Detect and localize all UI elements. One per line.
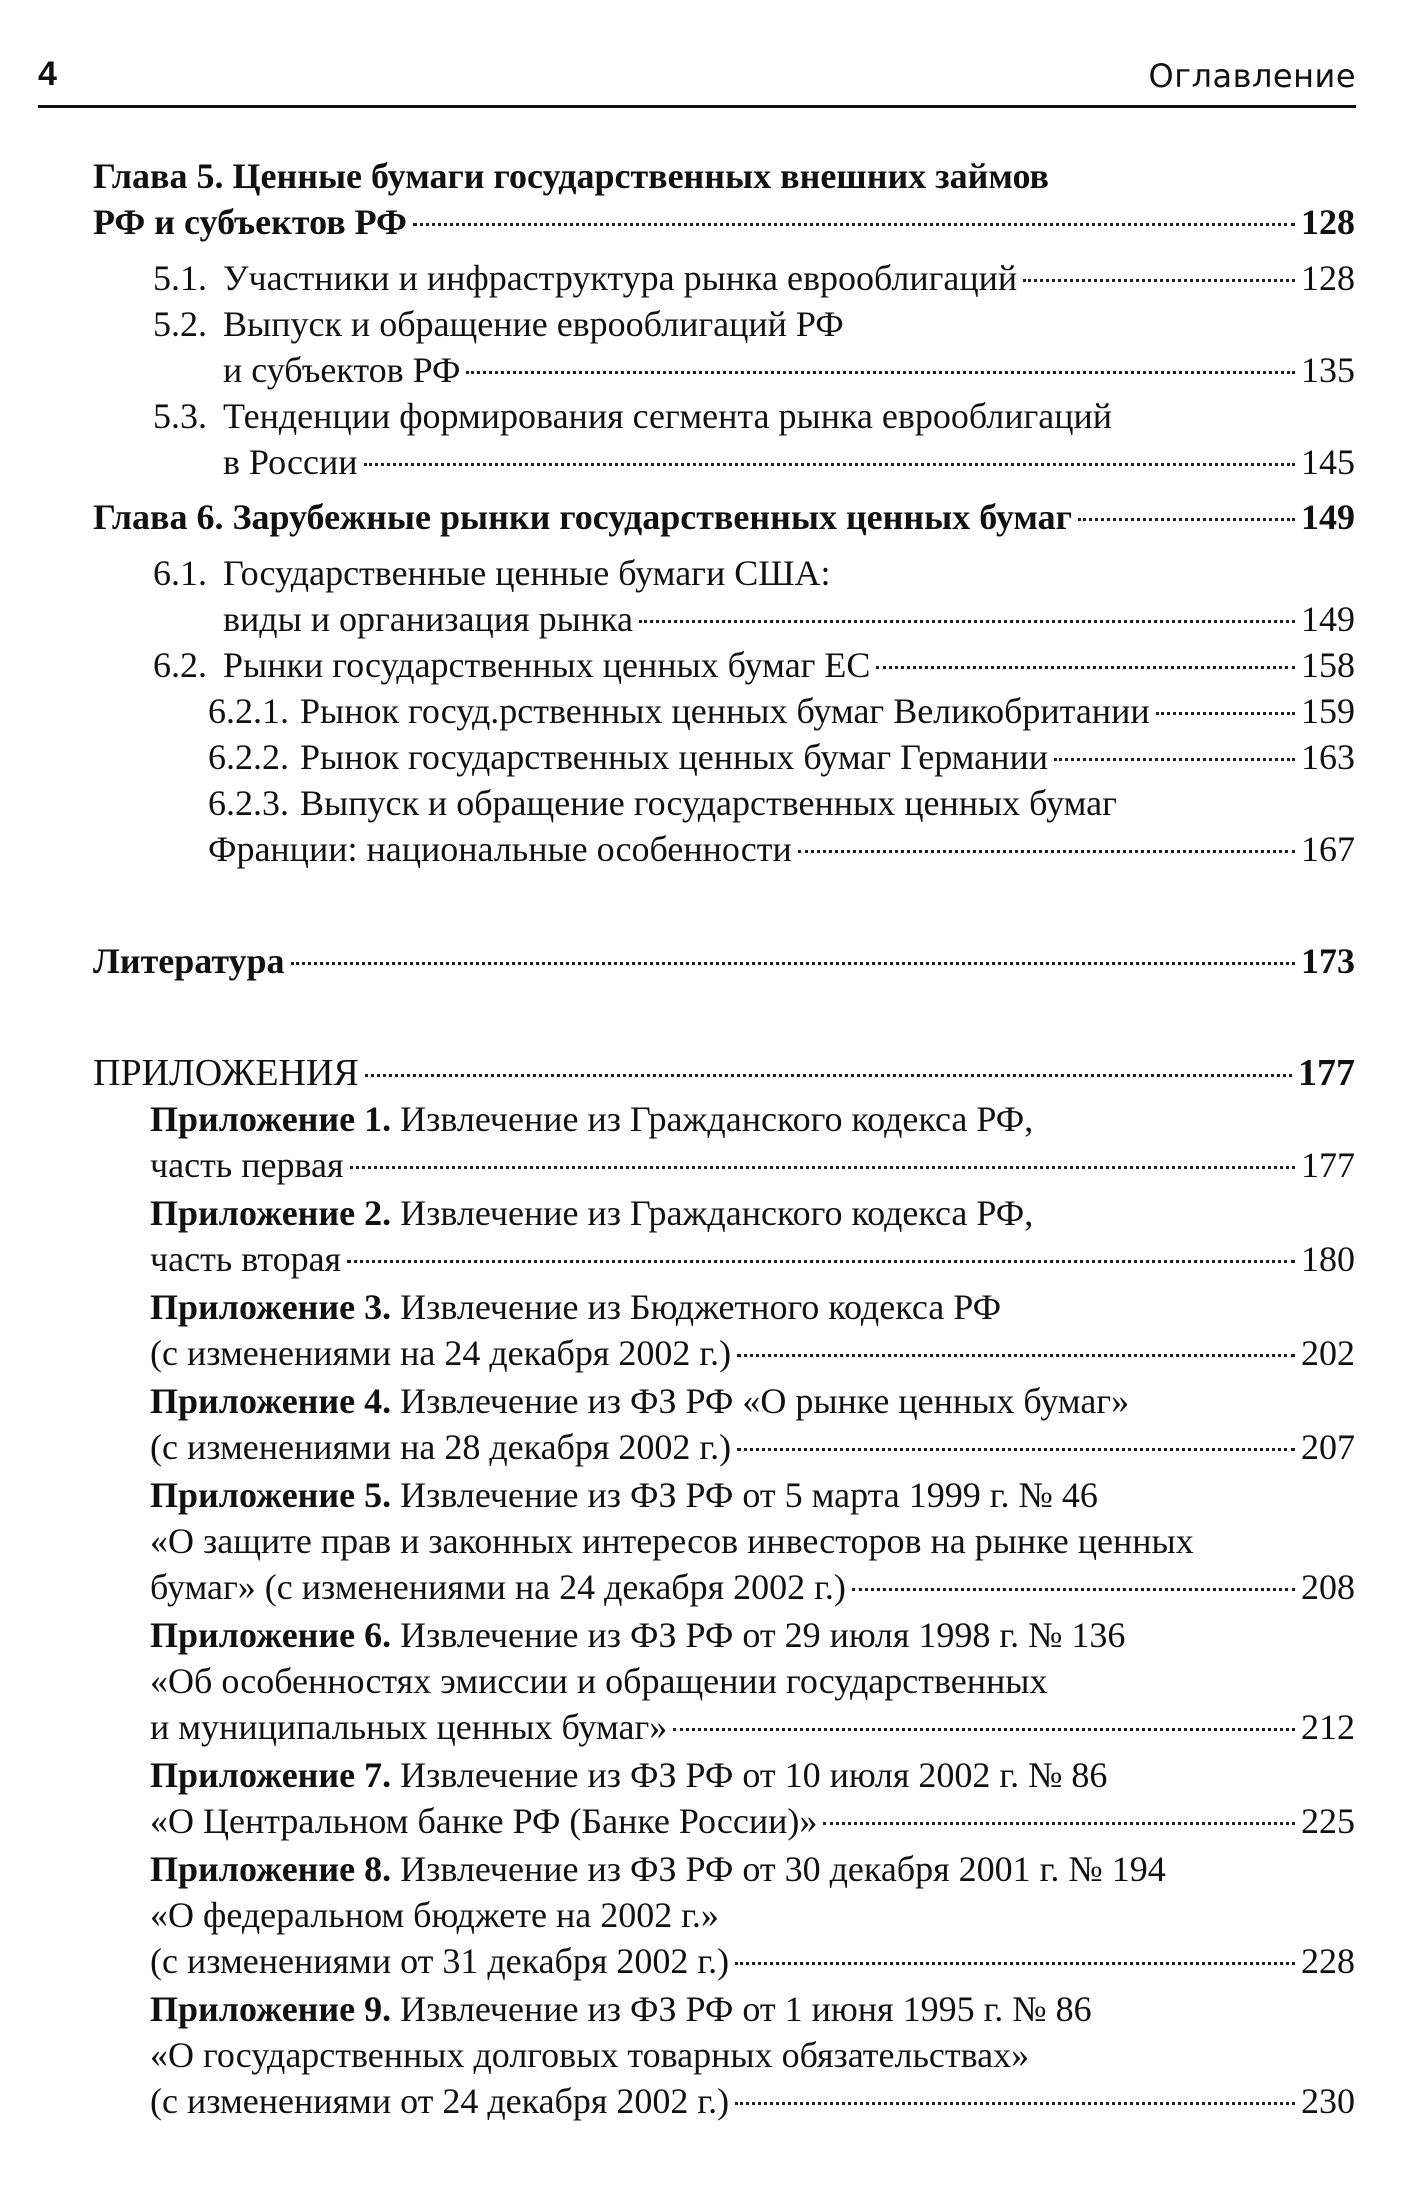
toc-section-5-3-cont[interactable]: в России 145 [223,442,1355,482]
toc-chapter-6-title[interactable]: Глава 6. Зарубежные рынки государственных ценных бумаг 149 [93,497,1355,537]
toc-section-5-2-cont[interactable]: и субъектов РФ 135 [223,350,1355,390]
leader-dots [365,1074,1292,1077]
toc-page-number: 128 [1301,202,1355,242]
toc-appendix-1-cont[interactable]: часть первая 177 [150,1145,1355,1185]
leader-dots [735,1962,1295,1965]
leader-dots [364,463,1295,466]
leader-dots [737,1354,1295,1357]
leader-dots [823,1822,1295,1825]
leader-dots [1078,518,1295,521]
leader-dots [798,850,1295,853]
leader-dots [1023,279,1295,282]
toc-appendix-1[interactable]: Приложение 1. Извлечение из Гражданского кодекса РФ, [150,1099,1034,1139]
leader-dots [735,2102,1295,2105]
toc-appendix-8[interactable]: Приложение 8. Извлечение из ФЗ РФ от 30 декабря 2001 г. № 194 [150,1849,1166,1889]
toc-section-6-2-1[interactable]: 6.2.1. Рынок госуд.рственных ценных бумаг Великобритании 159 [208,691,1355,731]
leader-dots [876,666,1295,669]
toc-appendix-6-line2[interactable]: «Об особенностях эмиссии и обращении государственных [150,1661,1048,1701]
toc-appendix-6-cont[interactable]: и муниципальных ценных бумаг» 212 [150,1707,1355,1747]
toc-section-6-1-cont[interactable]: виды и организация рынка 149 [223,599,1355,639]
toc-literature[interactable]: Литература 173 [93,941,1355,981]
toc-appendix-2-cont[interactable]: часть вторая 180 [150,1239,1355,1279]
toc-section-6-2[interactable]: 6.2. Рынки государственных ценных бумаг ЕС 158 [153,645,1355,685]
leader-dots [347,1260,1295,1263]
leader-dots [852,1588,1295,1591]
toc-section-5-1[interactable]: 5.1. Участники и инфраструктура рынка еврооблигаций 128 [153,258,1355,298]
toc-section-5-2[interactable]: 5.2. Выпуск и обращение еврооблигаций РФ [153,304,844,344]
toc-appendix-5-line2[interactable]: «О защите прав и законных интересов инвесторов на рынке ценных [150,1521,1194,1561]
toc-appendix-4[interactable]: Приложение 4. Извлечение из ФЗ РФ «О рынке ценных бумаг» [150,1381,1130,1421]
toc-appendix-8-cont[interactable]: (с изменениями от 31 декабря 2002 г.) 228 [150,1941,1355,1981]
leader-dots [466,371,1295,374]
toc-appendix-9-line2[interactable]: «О государственных долговых товарных обязательствах» [150,2035,1030,2075]
toc-section-6-1[interactable]: 6.1. Государственные ценные бумаги США: [153,553,831,593]
toc-appendix-3[interactable]: Приложение 3. Извлечение из Бюджетного кодекса РФ [150,1287,1002,1327]
toc-section-6-2-3-cont[interactable]: Франции: национальные особенности 167 [208,829,1355,869]
page-number: 4 [38,55,57,93]
toc-appendix-6[interactable]: Приложение 6. Извлечение из ФЗ РФ от 29 июля 1998 г. № 136 [150,1615,1126,1655]
toc-chapter-5-title-cont[interactable]: РФ и субъектов РФ 128 [93,199,1355,245]
toc-section-6-2-2[interactable]: 6.2.2. Рынок государственных ценных бумаг Германии 163 [208,737,1355,777]
running-title: Оглавление [1148,57,1356,95]
toc-appendix-9-cont[interactable]: (с изменениями от 24 декабря 2002 г.) 230 [150,2081,1355,2121]
toc-chapter-5-title[interactable]: Глава 5. Ценные бумаги государственных внешних займов [93,156,1049,196]
leader-dots [673,1728,1295,1731]
toc-appendix-3-cont[interactable]: (с изменениями на 24 декабря 2002 г.) 202 [150,1333,1355,1373]
toc-appendix-4-cont[interactable]: (с изменениями на 28 декабря 2002 г.) 207 [150,1427,1355,1467]
toc-appendix-5[interactable]: Приложение 5. Извлечение из ФЗ РФ от 5 марта 1999 г. № 46 [150,1475,1098,1515]
leader-dots [639,620,1295,623]
toc-section-5-3[interactable]: 5.3. Тенденции формирования сегмента рынка еврооблигаций [153,396,1113,436]
toc-appendix-8-line2[interactable]: «О федеральном бюджете на 2002 г.» [150,1895,719,1935]
toc-appendix-7[interactable]: Приложение 7. Извлечение из ФЗ РФ от 10 июля 2002 г. № 86 [150,1755,1108,1795]
leader-dots [1054,758,1295,761]
toc-appendix-5-cont[interactable]: бумаг» (с изменениями на 24 декабря 2002 г.) 208 [150,1567,1355,1607]
leader-dots [413,223,1295,226]
toc-appendices[interactable]: ПРИЛОЖЕНИЯ 177 [93,1052,1355,1094]
toc-section-6-2-3[interactable]: 6.2.3. Выпуск и обращение государственных ценных бумаг [208,783,1117,823]
toc-appendix-9[interactable]: Приложение 9. Извлечение из ФЗ РФ от 1 июня 1995 г. № 86 [150,1989,1092,2029]
toc-appendix-7-cont[interactable]: «О Центральном банке РФ (Банке России)» 225 [150,1801,1355,1841]
leader-dots [291,962,1295,965]
toc-appendix-2[interactable]: Приложение 2. Извлечение из Гражданского кодекса РФ, [150,1193,1034,1233]
running-header [38,55,1356,108]
leader-dots [350,1166,1295,1169]
leader-dots [1156,712,1295,715]
leader-dots [737,1448,1295,1451]
